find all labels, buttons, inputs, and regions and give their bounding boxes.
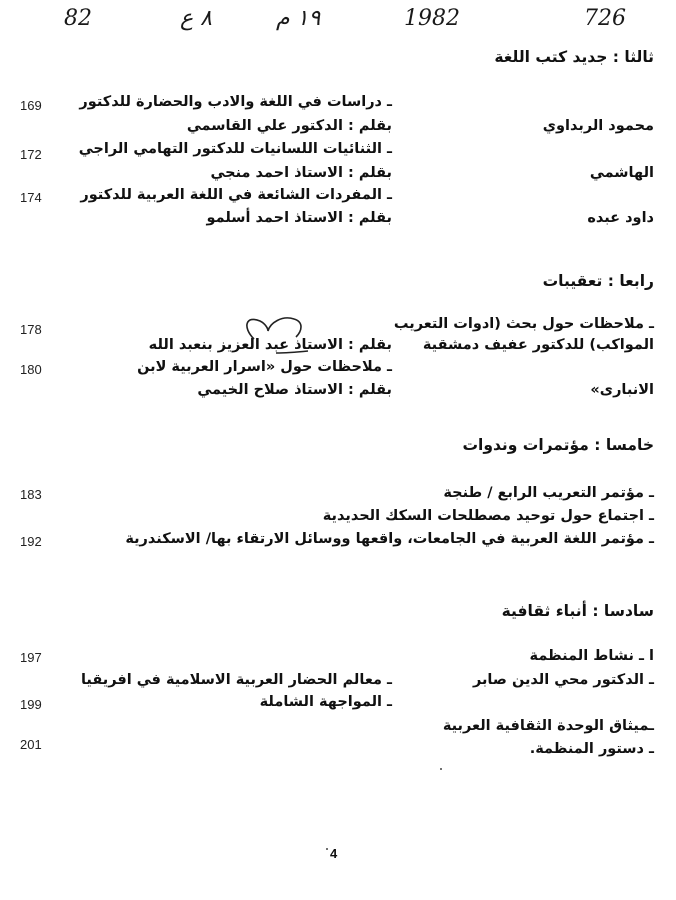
entry-page-number: 174 (20, 190, 42, 205)
section-heading-comments: رابعا : تعقيبات (542, 272, 654, 290)
section-heading-conferences: خامسا : مؤتمرات وندوات (462, 436, 654, 454)
entry-title: ـ الدكتور محي الدين صابر (472, 672, 654, 688)
entry-title-continued: داود عبده (587, 210, 654, 226)
entry-subtitle: ـ المواجهة الشاملة (259, 694, 392, 710)
scan-speck (326, 848, 328, 850)
entry-page-number: 199 (20, 697, 42, 712)
entry-title-continued: الهاشمي (589, 165, 654, 181)
handwritten-day-mark: ٨ ع (180, 6, 212, 31)
entry-title: ـميثاق الوحدة الثقافية العربية (442, 718, 654, 734)
entry-subtitle: ـ معالم الحضار العربية الاسلامية في افريقيا (80, 672, 392, 688)
entry-title: ـ مؤتمر التعريب الرابع / طنجة (443, 485, 654, 501)
handwritten-volume-mark: ١٩ م (276, 6, 321, 31)
entry-title: ـ اجتماع حول توحيد مصطلحات السكك الحديدية (322, 508, 654, 524)
entry-page-number: 197 (20, 650, 42, 665)
page-number: 4 (330, 846, 338, 861)
section-heading-cultural-news: سادسا : أنباء ثقافية (501, 602, 654, 620)
entry-title: ـ ملاحظات حول بحث (ادوات التعريب (393, 316, 654, 332)
entry-author: بقلم : الاستاذ عبد العزيز بنعبد الله (148, 337, 392, 353)
section-heading-new-books: ثالثا : جديد كتب اللغة (494, 48, 654, 66)
handwritten-number-726: 726 (584, 6, 626, 31)
entry-title: ـ مؤتمر اللغة العربية في الجامعات، واقعها ووسائل الارتقاء بها/ الاسكندرية (125, 531, 654, 547)
entry-page-number: 192 (20, 534, 42, 549)
entry-title: ـ ملاحظات حول «اسرار العربية لابن (137, 359, 392, 375)
handwritten-year: 1982 (404, 6, 460, 31)
entry-author: بقلم : الاستاذ احمد أسلمو (206, 210, 392, 226)
entry-title-continued: محمود الربداوي (542, 118, 654, 134)
entry-page-number: 172 (20, 147, 42, 162)
entry-title-continued: المواكب) للدكتور عفيف دمشقية (422, 337, 654, 353)
entry-page-number: 180 (20, 362, 42, 377)
entry-title: ـ دراسات في اللغة والادب والحضارة للدكتور (79, 94, 392, 110)
entry-page-number: 169 (20, 98, 42, 113)
handwritten-annotation-mark (236, 313, 332, 359)
entry-page-number: 183 (20, 487, 42, 502)
entry-title-continued: الانبارى» (590, 382, 654, 398)
handwritten-number-82: 82 (64, 6, 92, 31)
entry-title: ا ـ نشاط المنظمة (529, 648, 654, 664)
entry-title: ـ المفردات الشائعة في اللغة العربية للدكتور (80, 187, 392, 203)
entry-title: ـ الثنائيات اللسانيات للدكتور التهامي الراجي (78, 141, 392, 157)
entry-page-number: 201 (20, 737, 42, 752)
entry-author: بقلم : الاستاذ صلاح الخيمي (197, 382, 392, 398)
entry-page-number: 178 (20, 322, 42, 337)
entry-author: بقلم : الدكتور علي القاسمي (186, 118, 392, 134)
scan-speck (440, 768, 442, 770)
entry-title: ـ دستور المنظمة. (529, 741, 654, 757)
entry-author: بقلم : الاستاذ احمد منجي (210, 165, 392, 181)
